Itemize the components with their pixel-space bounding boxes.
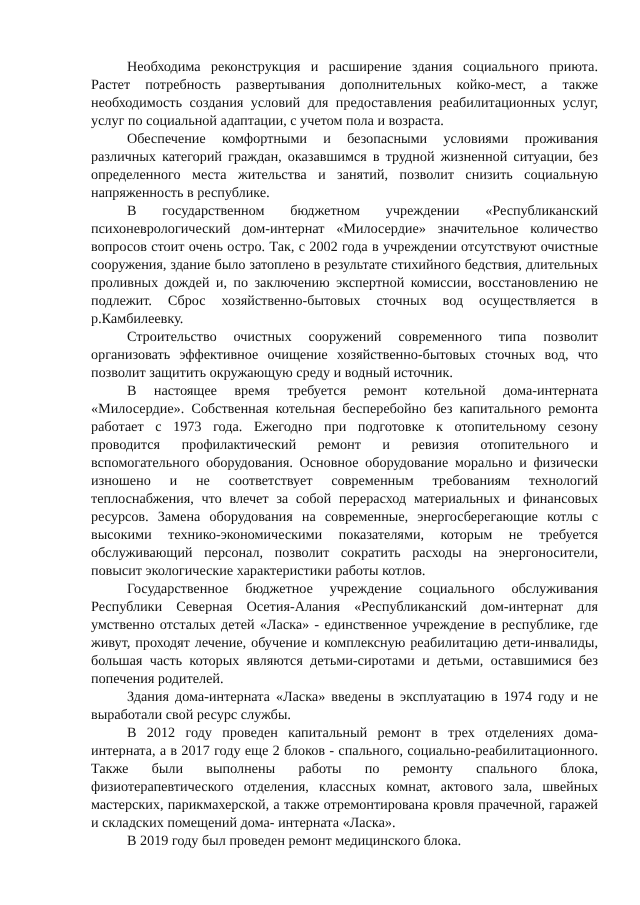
paragraph-living-conditions: Обеспечение комфортными и безопасными условиями проживания различных категорий граждан, оказавшимся в трудной жизненной ситуации, без определенного места жительства и занятий, позволит снизить социальную напряженность в республике. (91, 131, 598, 201)
document-page (91, 58, 598, 850)
paragraph-boiler-repair: В настоящее время требуется ремонт котельной дома-интерната «Милосердие». Собственная котельная бесперебойно без капитального ремонта работает с 1973 года. Ежегодно при подготовке к отопительному сезону проводится профилактический ремонт и ревизия отопительного и вспомогательного оборудования. Основное оборудование морально и физически изношено и не соответствует современным требованиям технологий теплоснабжения, что влечет за собой перерасход материальных и финансовых ресурсов. Замена оборудования на современные, энергосберегающие котлы с высокими технико-экономическими показателями, которым не требуется обслуживающий персонал, позволит сократить расходы на энергоносители, повысит экологические характеристики работы котлов. (91, 383, 598, 579)
paragraph-treatment-construction: Строительство очистных сооружений современного типа позволит организовать эффективное очищение хозяйственно-бытовых сточных вод, что позволит защитить окружающую среду и водный источник. (91, 329, 598, 381)
paragraph-capital-repair: В 2012 году проведен капитальный ремонт в трех отделениях дома-интерната, а в 2017 году еще 2 блоков - спального, социально-реабилитационного. Также были выполнены работы по ремонту спального блока, физиотерапевтического отделения, классных комнат, актового зала, швейных мастерских, парикмахерской, а также отремонтирована кровля прачечной, гаражей и складских помещений дома- интерната «Ласка». (91, 725, 598, 831)
paragraph-medical-block: В 2019 году был проведен ремонт медицинского блока. (127, 833, 462, 849)
paragraph-shelter-reconstruction: Необходима реконструкция и расширение здания социального приюта. Растет потребность развертывания дополнительных койко-мест, а также необходимость создания условий для предоставления реабилитационных услуг, услуг по социальной адаптации, с учетом пола и возраста. (91, 59, 598, 129)
paragraph-miloserdie-treatment-facilities: В государственном бюджетном учреждении «Республиканский психоневрологический дом-интернат «Милосердие» значительное количество вопросов стоит очень остро. Так, с 2002 года в учреждении отсутствуют очистные сооружения, здание было затоплено в результате стихийного бедствия, длительных проливных дождей и, по заключению экспертной комиссии, восстановлению не подлежит. Сброс хозяйственно-бытовых сточных вод осуществляется в р.Камбилеевку. (91, 203, 598, 327)
paragraph-laska-buildings: Здания дома-интерната «Ласка» введены в эксплуатацию в 1974 году и не выработали свой ресурс службы. (91, 689, 598, 723)
paragraph-laska-institution: Государственное бюджетное учреждение социального обслуживания Республики Северная Осетия-Алания «Республиканский дом-интернат для умственно отсталых детей «Ласка» - единственное учреждение в республике, где живут, проходят лечение, обучение и комплексную реабилитацию дети-инвалиды, большая часть которых являются детьми-сиротами и детьми, оставшимися без попечения родителей. (91, 581, 598, 687)
